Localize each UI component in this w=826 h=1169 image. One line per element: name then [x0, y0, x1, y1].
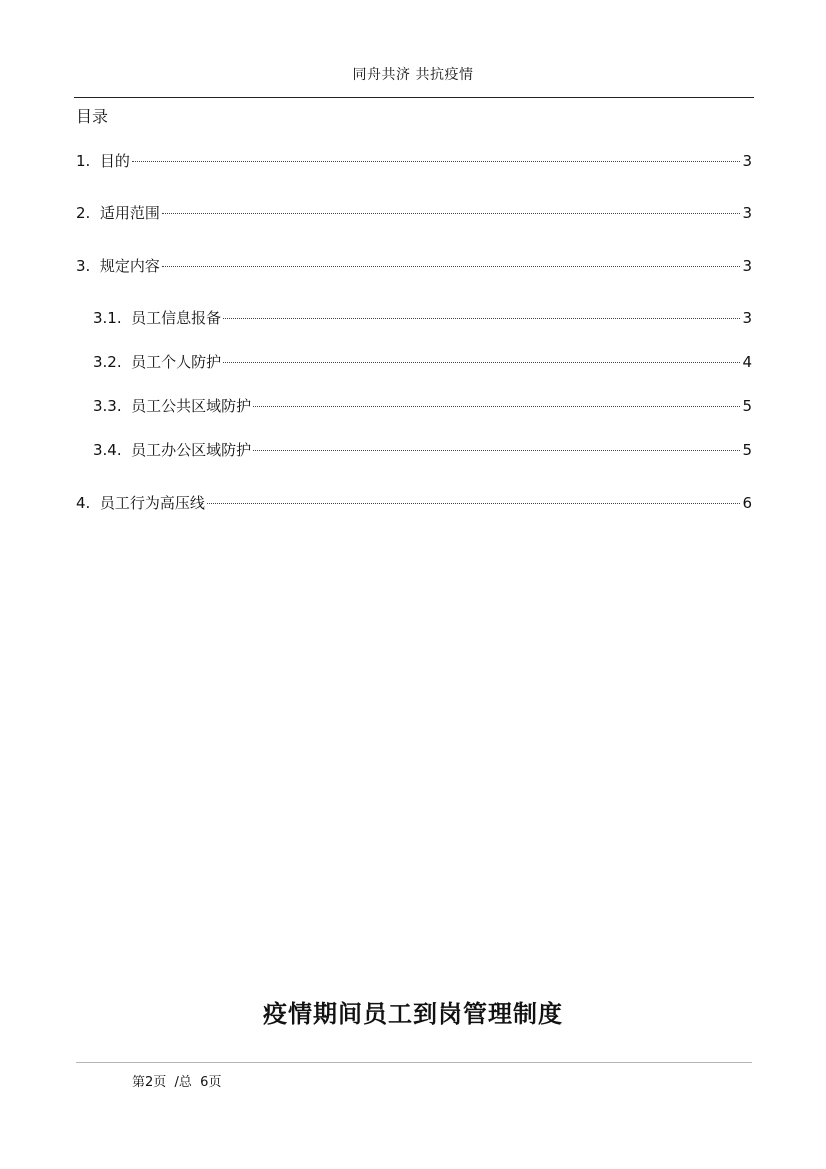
toc-entry-number: 3.2. — [93, 353, 132, 371]
toc-entry-number: 1. — [76, 152, 100, 170]
footer-divider — [76, 1062, 752, 1063]
toc-entry-3-4[interactable] — [93, 440, 752, 460]
toc-entry-page: 3 — [742, 152, 752, 170]
toc-entry-number: 3.4. — [93, 441, 132, 459]
toc-entry-page: 5 — [742, 441, 752, 459]
toc-entry-number: 3.3. — [93, 397, 132, 415]
toc-leader-dots — [207, 503, 741, 504]
toc-entry-3-1[interactable] — [93, 308, 752, 328]
toc-entry-2[interactable] — [76, 203, 752, 223]
toc-entry-label: 员工公共区域防护 — [131, 397, 252, 415]
toc-entry-page: 5 — [742, 397, 752, 415]
toc-leader-dots — [162, 266, 741, 267]
toc-entry-label: 员工个人防护 — [131, 353, 222, 371]
toc-entry-3[interactable] — [76, 256, 752, 276]
toc-entry-number: 3.1. — [93, 309, 132, 327]
toc-leader-dots — [132, 161, 741, 162]
page-number-indicator: 第2页 /总 6页 — [132, 1075, 222, 1090]
toc-leader-dots — [253, 406, 740, 407]
toc-entry-number: 3. — [76, 257, 100, 275]
toc-heading: 目录 — [76, 107, 109, 126]
toc-entry-page: 3 — [742, 309, 752, 327]
toc-entry-page: 4 — [742, 353, 752, 371]
toc-entry-label: 员工行为高压线 — [99, 494, 205, 512]
toc-entry-number: 4. — [76, 494, 100, 512]
toc-entry-page: 3 — [742, 257, 752, 275]
header-title: 同舟共济 共抗疫情 — [352, 67, 474, 83]
toc-entry-label: 员工信息报备 — [131, 309, 222, 327]
toc-entry-3-3[interactable] — [93, 396, 752, 416]
toc-entry-label: 目的 — [99, 152, 130, 170]
toc-entry-number: 2. — [76, 204, 100, 222]
toc-leader-dots — [223, 318, 740, 319]
toc-entry-page: 6 — [742, 494, 752, 512]
toc-entry-1[interactable] — [76, 151, 752, 171]
toc-entry-page: 3 — [742, 204, 752, 222]
toc-entry-label: 规定内容 — [99, 257, 160, 275]
toc-leader-dots — [223, 362, 740, 363]
toc-entry-label: 适用范围 — [99, 204, 160, 222]
document-title: 疫情期间员工到岗管理制度 — [263, 1000, 563, 1028]
toc-leader-dots — [162, 213, 741, 214]
header-divider — [74, 97, 754, 98]
toc-entry-4[interactable] — [76, 493, 752, 513]
toc-leader-dots — [253, 450, 740, 451]
toc-entry-label: 员工办公区域防护 — [131, 441, 252, 459]
toc-entry-3-2[interactable] — [93, 352, 752, 372]
